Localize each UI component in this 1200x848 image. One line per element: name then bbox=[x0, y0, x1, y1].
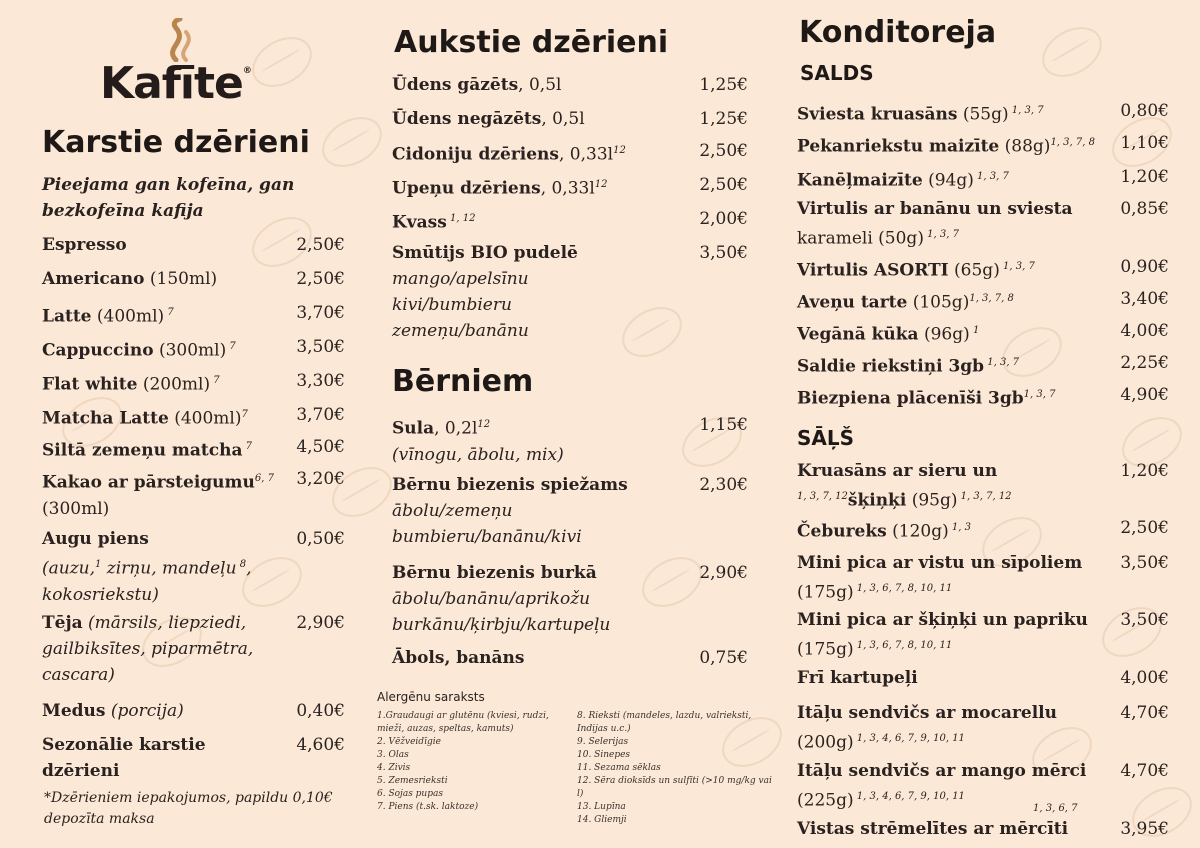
item-name: Biezpiena plācenīši 3gb bbox=[797, 388, 1024, 409]
allergen-entry: 4. Zivis bbox=[377, 763, 411, 773]
allergen-entry: mieži, auzas, speltas, kamuts) bbox=[377, 724, 514, 734]
item-detail: (400ml) bbox=[168, 408, 242, 429]
item-detail: (96g) bbox=[918, 324, 970, 345]
item-price: 2,25€ bbox=[1120, 353, 1169, 373]
brand-name: Kafīte® bbox=[100, 58, 251, 109]
item-name: Latte bbox=[42, 306, 92, 327]
item-price: 3,30€ bbox=[296, 371, 345, 391]
item-name: Sula bbox=[392, 418, 435, 439]
hot-drinks-title: Karstie dzērieni bbox=[42, 125, 310, 160]
allergen-codes: 7 bbox=[226, 341, 236, 352]
item-name: Virtulis ASORTI bbox=[797, 260, 949, 281]
item-price: 2,50€ bbox=[699, 175, 748, 195]
menu-item-text bbox=[42, 732, 206, 784]
allergen-codes: 1 bbox=[969, 325, 980, 336]
item-name: Bērnu biezenis spiežams bbox=[392, 475, 628, 495]
item-name: Cappuccino bbox=[42, 340, 154, 361]
item-weight: (200g) bbox=[797, 732, 854, 753]
pastry-title: Konditoreja bbox=[799, 15, 997, 50]
menu-item-text bbox=[392, 206, 475, 236]
menu-item-text bbox=[392, 560, 610, 638]
item-price: 0,50€ bbox=[296, 529, 345, 549]
item-weight: (50g) bbox=[872, 228, 924, 249]
item-line3: kivi/bumbieru bbox=[392, 295, 512, 315]
menu-item-text bbox=[392, 138, 626, 168]
menu-item-text bbox=[797, 700, 1097, 756]
item-line2: ābolu/banānu/aprikožu bbox=[392, 589, 591, 609]
allergen-codes: 1, 3, 7 bbox=[1008, 105, 1044, 116]
allergen-codes: 12 bbox=[594, 179, 608, 190]
allergen-entry: 11. Sezama sēklas bbox=[577, 763, 661, 773]
allergen-entry: 8. Rieksti (mandeles, lazdu, valrieksti, bbox=[577, 711, 752, 721]
savory-title: SĀĻŠ bbox=[797, 426, 855, 450]
item-name: Virtulis ar banānu un sviesta bbox=[797, 199, 1073, 219]
item-detail: (55g) bbox=[957, 104, 1009, 125]
item-price: 4,70€ bbox=[1120, 761, 1169, 781]
item-line2-b: šķiņķi bbox=[847, 490, 907, 511]
item-name: Mini pica ar vistu un sīpoliem bbox=[797, 553, 1083, 573]
item-name: Vistas strēmelītes ar mērcīti bbox=[797, 819, 1069, 839]
menu-item-text bbox=[42, 334, 236, 364]
menu-item-text bbox=[797, 286, 1097, 316]
cold-drinks-title: Aukstie dzērieni bbox=[394, 25, 669, 60]
allergen-entry: 13. Lupīna bbox=[577, 802, 626, 812]
menu-item-text bbox=[797, 607, 1097, 663]
item-name: Mini pica ar šķiņķi un papriku bbox=[797, 610, 1088, 630]
item-detail: , 0,5l bbox=[541, 109, 585, 129]
allergen-codes: 1, 3, 7, 8 bbox=[1050, 137, 1095, 148]
allergens-list-right bbox=[577, 710, 772, 827]
item-line2-c: , bbox=[246, 558, 252, 579]
allergen-codes: 1, 12 bbox=[446, 213, 476, 224]
allergen-entry: 14. Gliemji bbox=[577, 815, 627, 825]
allergen-codes: 1, 3, 7, 12 bbox=[957, 491, 1012, 502]
item-price: 1,20€ bbox=[1120, 167, 1169, 187]
menu-item-text bbox=[392, 645, 525, 671]
item-price: 4,50€ bbox=[296, 437, 345, 457]
allergen-codes: 1, 3, 7 bbox=[973, 171, 1009, 182]
kids-title: Bērniem bbox=[392, 364, 534, 399]
item-detail: (200ml) bbox=[137, 374, 211, 395]
item-price: 3,50€ bbox=[1120, 553, 1169, 573]
hot-drinks-section bbox=[42, 120, 345, 840]
item-name: Ūdens gāzēts bbox=[392, 75, 519, 95]
item-name: Smūtijs BIO pudelē bbox=[392, 243, 578, 263]
item-price: 4,60€ bbox=[296, 735, 345, 755]
item-price: 3,50€ bbox=[296, 337, 345, 357]
item-weight: (175g) bbox=[797, 582, 854, 603]
item-price: 2,90€ bbox=[296, 613, 345, 633]
item-name: Espresso bbox=[42, 235, 127, 255]
item-price: 4,00€ bbox=[1120, 321, 1169, 341]
item-name: Kakao ar pārsteigumu bbox=[42, 472, 255, 493]
item-name: Vegānā kūka bbox=[797, 324, 919, 345]
item-detail: (65g) bbox=[948, 260, 1000, 281]
menu-item-text bbox=[797, 458, 1097, 514]
item-name: Itāļu sendvičs ar mocarellu bbox=[797, 703, 1057, 723]
item-price: 3,70€ bbox=[296, 303, 345, 323]
item-line4: zemeņu/banānu bbox=[392, 321, 529, 341]
allergens-list-left bbox=[377, 710, 562, 814]
item-line2: mango/apelsīnu bbox=[392, 269, 529, 289]
item-line3: bumbieru/banānu/kivi bbox=[392, 527, 582, 547]
menu-item-text bbox=[42, 300, 174, 330]
deposit-note: *Dzērieniem iepakojumos, papildu 0,10€ depozīta maksa bbox=[44, 790, 333, 827]
item-detail: (94g) bbox=[922, 170, 974, 191]
menu-item-text bbox=[797, 350, 1097, 380]
item-price: 3,20€ bbox=[296, 469, 345, 489]
allergen-codes: 7 bbox=[241, 409, 248, 420]
menu-item-text bbox=[797, 98, 1097, 128]
item-price: 3,50€ bbox=[1120, 610, 1169, 630]
item-price: 3,95€ bbox=[1120, 819, 1169, 839]
item-line2: karameli bbox=[797, 228, 873, 249]
item-price: 0,85€ bbox=[1120, 199, 1169, 219]
allergen-codes: 1, 3, 4, 6, 7, 9, 10, 11 bbox=[853, 733, 965, 744]
item-name: Aveņu tarte bbox=[797, 292, 908, 313]
item-name: Saldie riekstiņi 3gb bbox=[797, 356, 985, 377]
item-name: Kvass bbox=[392, 212, 447, 233]
item-price: 2,30€ bbox=[699, 475, 748, 495]
item-price: 2,90€ bbox=[699, 563, 748, 583]
item-price: 3,40€ bbox=[1120, 289, 1169, 309]
item-price: 2,50€ bbox=[1120, 518, 1169, 538]
allergen-entry: 1.Graudaugi ar glutēnu (kviesi, rudzi, bbox=[377, 711, 549, 721]
allergen-codes: 1, 3, 6, 7, 8, 10, 11 bbox=[853, 640, 953, 651]
item-price: 1,20€ bbox=[1120, 461, 1169, 481]
item-name: Sviesta kruasāns bbox=[797, 104, 958, 125]
item-name: Čebureks bbox=[797, 521, 887, 542]
item-name: Americano bbox=[42, 269, 145, 289]
menu-item-text bbox=[392, 72, 561, 98]
item-weight: (175g) bbox=[797, 639, 854, 660]
menu-item-text bbox=[797, 164, 1097, 194]
item-weight: (95g) bbox=[906, 490, 958, 511]
item-line2: (vīnogu, ābolu, mix) bbox=[392, 444, 564, 465]
menu-item-text bbox=[797, 318, 1097, 348]
menu-item-text bbox=[42, 466, 274, 522]
allergen-codes: 1, 3, 7 bbox=[1023, 389, 1056, 400]
item-name: Upeņu dzēriens bbox=[392, 178, 541, 199]
allergen-codes: 1 bbox=[95, 559, 102, 570]
item-line3: cascara) bbox=[42, 665, 115, 685]
allergen-codes: 1, 3, 4, 6, 7, 9, 10, 11 bbox=[853, 791, 965, 802]
item-price: 0,80€ bbox=[1120, 101, 1169, 121]
brand-logo bbox=[100, 18, 250, 108]
item-price: 1,15€ bbox=[699, 415, 748, 435]
pastry-section bbox=[797, 10, 1169, 840]
allergen-codes: 1, 3, 7 bbox=[999, 261, 1035, 272]
item-price: 0,75€ bbox=[699, 648, 748, 668]
item-name: Medus bbox=[42, 701, 106, 721]
item-name: Augu piens bbox=[42, 529, 149, 549]
item-price: 2,00€ bbox=[699, 209, 748, 229]
item-price: 1,10€ bbox=[1120, 133, 1169, 153]
allergen-codes: 1, 3, 7, 12 bbox=[797, 491, 848, 502]
item-line2: ābolu/zemeņu bbox=[392, 501, 513, 521]
item-name: Itāļu sendvičs ar mango mērci bbox=[797, 761, 1087, 781]
item-price: 0,90€ bbox=[1120, 257, 1169, 277]
menu-item-text bbox=[42, 610, 253, 688]
allergen-entry: 9. Selerijas bbox=[577, 737, 629, 747]
item-detail: (400ml) bbox=[91, 306, 165, 327]
menu-item-text bbox=[797, 382, 1097, 412]
allergens-title: Alergēnu saraksts bbox=[377, 690, 485, 704]
item-price: 2,50€ bbox=[296, 269, 345, 289]
menu-item-text bbox=[392, 240, 578, 344]
menu-item-text bbox=[42, 434, 252, 464]
item-price: 0,40€ bbox=[296, 701, 345, 721]
allergen-codes: 1, 3, 7, 8 bbox=[969, 293, 1014, 304]
allergen-codes: 7 bbox=[210, 375, 220, 386]
hot-drinks-subtitle: Pieejama gan kofeīna, gan bezkofeīna kafija bbox=[42, 175, 295, 221]
item-name: Sezonālie karstie bbox=[42, 735, 206, 755]
menu-item-text bbox=[42, 698, 184, 724]
item-detail: , 0,33l bbox=[558, 144, 614, 165]
allergen-codes: 12 bbox=[477, 419, 491, 430]
item-name: Tēja bbox=[42, 613, 83, 633]
item-line2: dzērieni bbox=[42, 761, 120, 781]
item-detail: , 0,33l bbox=[540, 178, 595, 199]
allergen-entry: 6. Sojas pupas bbox=[377, 789, 443, 799]
menu-item-text bbox=[797, 196, 1097, 252]
menu-item-text bbox=[797, 254, 1097, 284]
item-line2: (auzu, bbox=[42, 558, 96, 579]
item-line2: (300ml) bbox=[42, 498, 110, 519]
allergen-entry: 7. Piens (t.sk. laktoze) bbox=[377, 802, 479, 812]
item-price: 3,70€ bbox=[296, 405, 345, 425]
item-detail: (porcija) bbox=[105, 701, 184, 721]
item-line2-b: zirņu, mandeļu bbox=[101, 558, 237, 579]
item-name: Flat white bbox=[42, 374, 138, 395]
item-price: 1,25€ bbox=[699, 109, 748, 129]
item-name: Ūdens negāzēts bbox=[392, 109, 542, 129]
item-detail: , 0,2l bbox=[434, 418, 478, 439]
item-name: Frī kartupeļi bbox=[797, 668, 918, 688]
item-price: 3,50€ bbox=[699, 243, 748, 263]
menu-item-text bbox=[797, 550, 1097, 606]
allergen-codes: 1, 3 bbox=[948, 522, 971, 533]
menu-item-text bbox=[797, 816, 1097, 842]
item-detail: , 0,5l bbox=[518, 75, 562, 95]
menu-item-text bbox=[392, 172, 608, 202]
allergen-entry: 2. Vēžveidīgie bbox=[377, 737, 441, 747]
allergen-codes: 1, 3, 6, 7, 8, 10, 11 bbox=[853, 583, 953, 594]
item-line3: kokosriekstu) bbox=[42, 584, 159, 605]
menu-item-text bbox=[42, 526, 252, 608]
menu-item-text bbox=[42, 266, 217, 292]
item-line2: gailbiksītes, piparmētra, bbox=[42, 639, 254, 659]
item-detail: (150ml) bbox=[144, 269, 218, 289]
item-name: Kruasāns ar sieru un bbox=[797, 461, 998, 481]
allergen-codes: 1, 3, 7 bbox=[984, 357, 1020, 368]
item-price: 4,00€ bbox=[1120, 668, 1169, 688]
allergen-codes: 6, 7 bbox=[254, 473, 274, 484]
item-price: 4,90€ bbox=[1120, 385, 1169, 405]
menu-item-text bbox=[392, 412, 564, 468]
allergen-codes-top: 1, 3, 6, 7 bbox=[1033, 803, 1078, 814]
item-name: Matcha Latte bbox=[42, 408, 169, 429]
item-detail: (105g) bbox=[907, 292, 970, 313]
allergen-entry: 3. Olas bbox=[377, 750, 409, 760]
sweet-title: SALDS bbox=[800, 61, 874, 85]
item-name: Ābols, banāns bbox=[392, 648, 525, 668]
item-name: Bērnu biezenis burkā bbox=[392, 563, 597, 583]
allergen-entry: 10. Sinepes bbox=[577, 750, 631, 760]
item-detail: (300ml) bbox=[153, 340, 227, 361]
item-line3: burkānu/ķirbju/kartupeļu bbox=[392, 615, 611, 635]
item-name: Siltā zemeņu matcha bbox=[42, 440, 243, 461]
menu-item-text bbox=[42, 402, 248, 432]
allergen-codes: 7 bbox=[164, 307, 174, 318]
steam-icon bbox=[162, 18, 202, 62]
menu-item-text bbox=[797, 515, 1097, 545]
item-price: 4,70€ bbox=[1120, 703, 1169, 723]
item-name: Pekanriekstu maizīte bbox=[797, 136, 1000, 157]
item-detail: (mārsils, liepziedi, bbox=[82, 613, 247, 633]
allergen-entry: Indijas u.c.) bbox=[577, 724, 631, 734]
menu-item-text bbox=[42, 368, 220, 398]
allergen-codes: 7 bbox=[242, 441, 253, 452]
item-price: 2,50€ bbox=[296, 235, 345, 255]
allergen-entry: 5. Zemesrieksti bbox=[377, 776, 448, 786]
menu-item-text bbox=[797, 130, 1097, 160]
menu-item-text bbox=[392, 472, 628, 550]
item-detail: (88g) bbox=[999, 136, 1051, 157]
menu-item-text bbox=[42, 232, 127, 258]
allergen-codes: 8 bbox=[236, 559, 247, 570]
item-detail: (120g) bbox=[886, 521, 949, 542]
menu-item-text bbox=[797, 665, 1097, 691]
item-price: 1,25€ bbox=[699, 75, 748, 95]
allergen-entry: 12. Sēra dioksīds un sulfīti (>10 mg/kg vai l) bbox=[577, 776, 772, 799]
item-price: 2,50€ bbox=[699, 141, 748, 161]
item-weight: (225g) bbox=[797, 790, 854, 811]
item-name: Kanēļmaizīte bbox=[797, 170, 923, 191]
allergen-codes: 12 bbox=[613, 145, 626, 156]
allergen-codes: 1, 3, 7 bbox=[923, 229, 959, 240]
menu-item-text bbox=[392, 106, 585, 132]
item-name: Cidoniju dzēriens bbox=[392, 144, 559, 165]
